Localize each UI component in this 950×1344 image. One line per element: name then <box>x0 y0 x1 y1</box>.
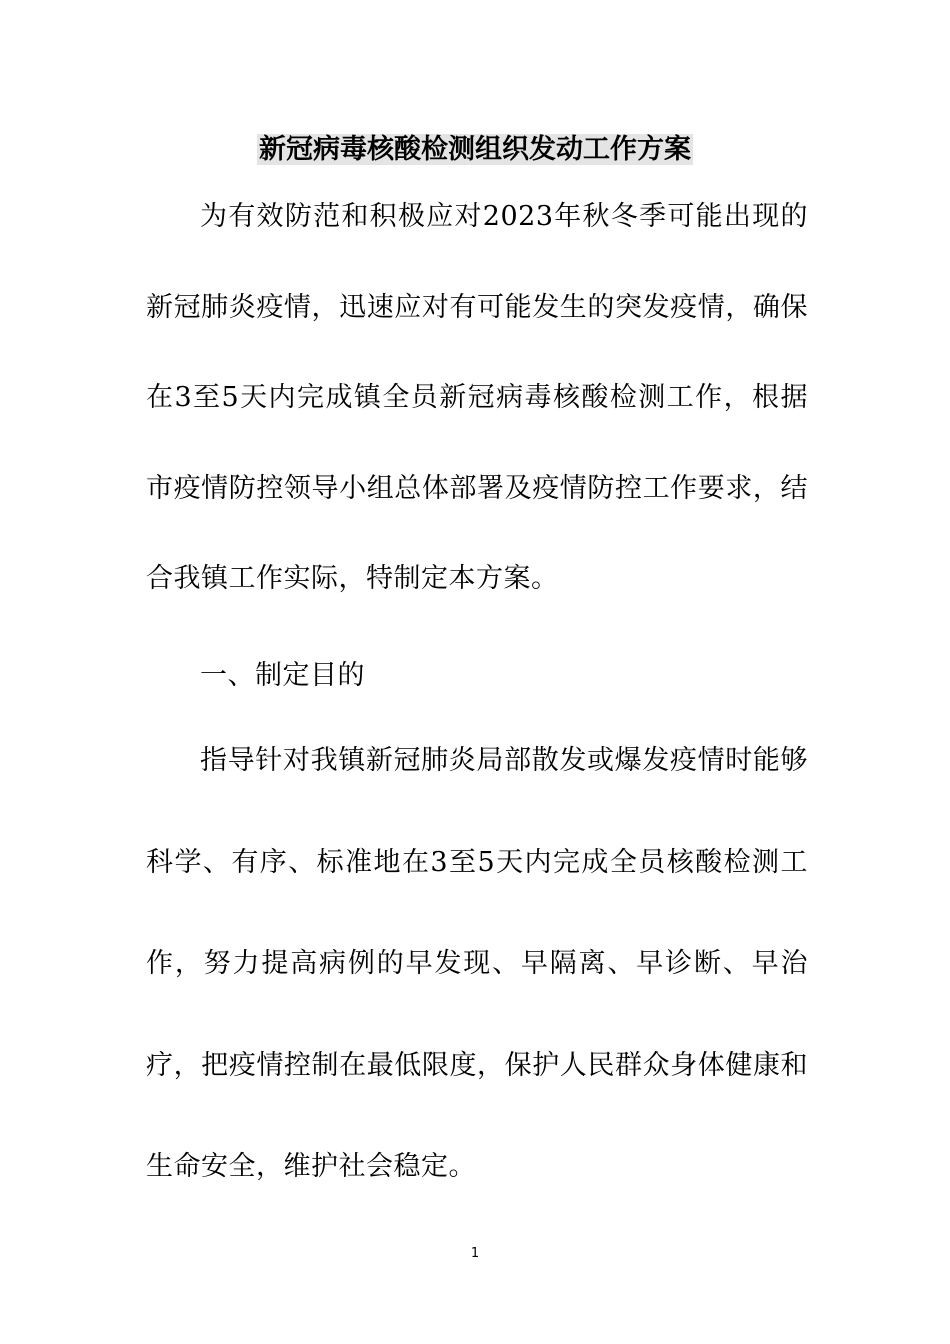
document-title <box>0 128 950 172</box>
page-number: 1 <box>470 1246 480 1261</box>
document-title-text: 新冠病毒核酸检测组织发动工作方案 <box>259 134 691 165</box>
intro-paragraph: 为有效防范和积极应对2023年秋冬季可能出现的新冠肺炎疫情，迅速应对有可能发生的突发疫情，确保在3至5天内完成镇全员新冠病毒核酸检测工作，根据市疫情防控领导小组总体部署及疫情防控工作要求，结合我镇工作实际，特制定本方案。 <box>146 201 808 594</box>
section-paragraph: 指导针对我镇新冠肺炎局部散发或爆发疫情时能够科学、有序、标准地在3至5天内完成全员核酸检测工作，努力提高病例的早发现、早隔离、早诊断、早治疗，把疫情控制在最低限度，保护人民群众身体健康和生命安全，维护社会稳定。 <box>146 745 808 1182</box>
section-heading: 一、制定目的 <box>200 660 365 691</box>
